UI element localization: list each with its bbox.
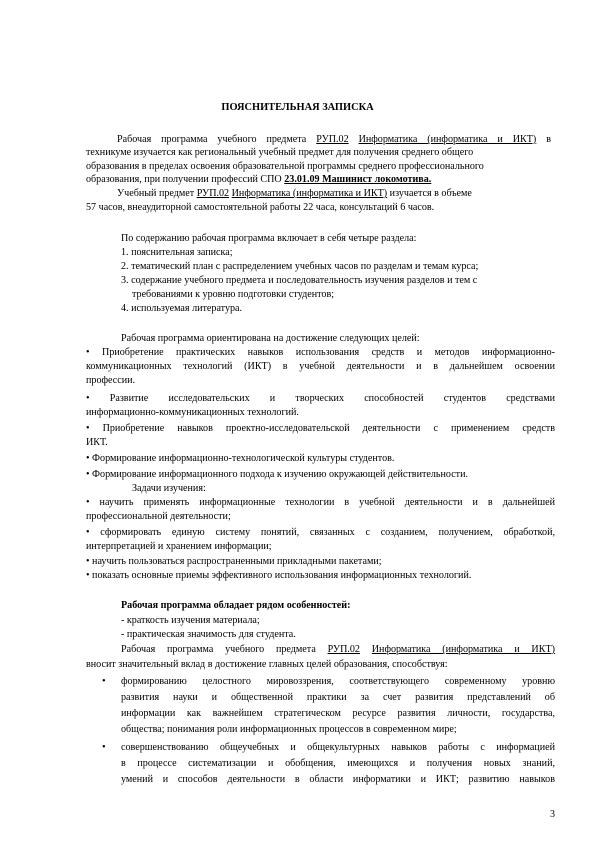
intro-text: изучается в объеме <box>387 188 472 199</box>
tasks-heading: Задачи изучения: <box>132 483 206 494</box>
contribution-line: информации как важнейшем стратегическом ресурсе развития личности, государства, <box>121 708 555 719</box>
structure-heading: По содержанию рабочая программа включает в себя четыре раздела: <box>121 233 417 244</box>
page-number: 3 <box>550 809 555 820</box>
intro-line-4 <box>86 173 541 186</box>
task-line: • научить пользоваться распространенными прикладными пакетами; <box>86 556 382 567</box>
goal-line: ИКТ. <box>86 437 108 448</box>
bullet-icon: • <box>102 676 106 687</box>
features-paragraph-line-1 <box>121 643 555 656</box>
intro-line-5 <box>117 187 572 200</box>
goal-line: профессии. <box>86 375 136 386</box>
contribution-line: в процессе систематизации и обобщения, имеющихся и получения новых знаний, <box>121 758 555 769</box>
subject-name: Информатика (информатика и ИКТ) <box>231 188 388 199</box>
intro-text: Рабочая программа учебного предмета <box>117 134 317 145</box>
task-line: • сформировать единую систему понятий, связанных с созданием, получением, обработкой, <box>86 527 555 538</box>
task-line: интерпретацией и хранением информации; <box>86 541 272 552</box>
intro-line-3: образования в пределах освоения образовательной программы среднего профессионального <box>86 161 484 172</box>
profession-name: 23.01.09 Машинист локомотива. <box>284 174 432 185</box>
goal-line: информационно-коммуникационных технологий. <box>86 407 299 418</box>
contribution-line: умений и способов деятельности в области информатики и ИКТ; развитию навыков <box>121 774 555 785</box>
space <box>360 644 372 655</box>
intro-text: образования, при получении профессий СПО <box>86 174 285 185</box>
feature-item: - практическая значимость для студента. <box>121 629 296 640</box>
intro-line-6: 57 часов, внеаудиторной самостоятельной работы 22 часа, консультаций 6 часов. <box>86 202 435 213</box>
contribution-line: совершенствованию общеучебных и общекультурных навыков работы с информацией <box>121 742 555 753</box>
structure-item-4: 4. используемая литература. <box>121 303 243 314</box>
feature-item: - краткость изучения материала; <box>121 615 260 626</box>
contribution-line: развития науки и общественной практики за счет развития представлений об <box>121 692 555 703</box>
contribution-line: общества; понимания роли информационных процессов в современном мире; <box>121 724 457 735</box>
space <box>349 134 359 145</box>
subject-code: РУП.02 <box>196 188 230 199</box>
structure-item-3: 3. содержание учебного предмета и последовательность изучения разделов и тем с <box>121 275 478 286</box>
bullet-icon: • <box>102 742 106 753</box>
contribution-line: формированию целостного мировоззрения, соответствующего современному уровню <box>121 676 555 687</box>
intro-line-1 <box>117 133 551 146</box>
intro-line-2: техникуме изучается как региональный учебный предмет для получения среднего общего <box>86 147 474 158</box>
goals-heading: Рабочая программа ориентирована на достижение следующих целей: <box>121 333 420 344</box>
page-title: ПОЯСНИТЕЛЬНАЯ ЗАПИСКА <box>221 102 374 113</box>
features-text: Рабочая программа учебного предмета <box>121 644 328 655</box>
structure-item-1: 1. пояснительная записка; <box>121 247 233 258</box>
subject-code: РУП.02 <box>316 134 349 145</box>
goal-line: коммуникационных технологий (ИКТ) в учебной деятельности и в дальнейшем освоении <box>86 361 555 372</box>
task-line: • научить применять информационные технологии в учебной деятельности и в дальнейшей <box>86 497 555 508</box>
subject-code: РУП.02 <box>327 644 360 655</box>
subject-name: Информатика (информатика и ИКТ) <box>371 644 555 655</box>
subject-name: Информатика (информатика и ИКТ) <box>358 134 537 145</box>
structure-item-3-cont: требованиями к уровню подготовки студентов; <box>132 289 335 300</box>
goal-line: • Развитие исследовательских и творческих способностей студентов средствами <box>86 393 555 404</box>
task-line: профессиональной деятельности; <box>86 511 231 522</box>
task-line: • показать основные приемы эффективного использования информационных технологий. <box>86 570 472 581</box>
goal-line: • Приобретение навыков проектно-исследовательской деятельности с применением средств <box>86 423 555 434</box>
intro-text: в <box>536 134 551 145</box>
structure-item-2: 2. тематический план с распределением учебных часов по разделам и темам курса; <box>121 261 479 272</box>
features-heading: Рабочая программа обладает рядом особенностей: <box>121 600 351 611</box>
features-paragraph-line-2: вносит значительный вклад в достижение главных целей образования, способствуя: <box>86 659 448 670</box>
goal-line: • Приобретение практических навыков использования средств и методов информационно- <box>86 347 555 358</box>
goal-line: • Формирование информационного подхода к изучению окружающей действительности. <box>86 469 469 480</box>
intro-text: Учебный предмет <box>117 188 197 199</box>
goal-line: • Формирование информационно-технологической культуры студентов. <box>86 453 395 464</box>
